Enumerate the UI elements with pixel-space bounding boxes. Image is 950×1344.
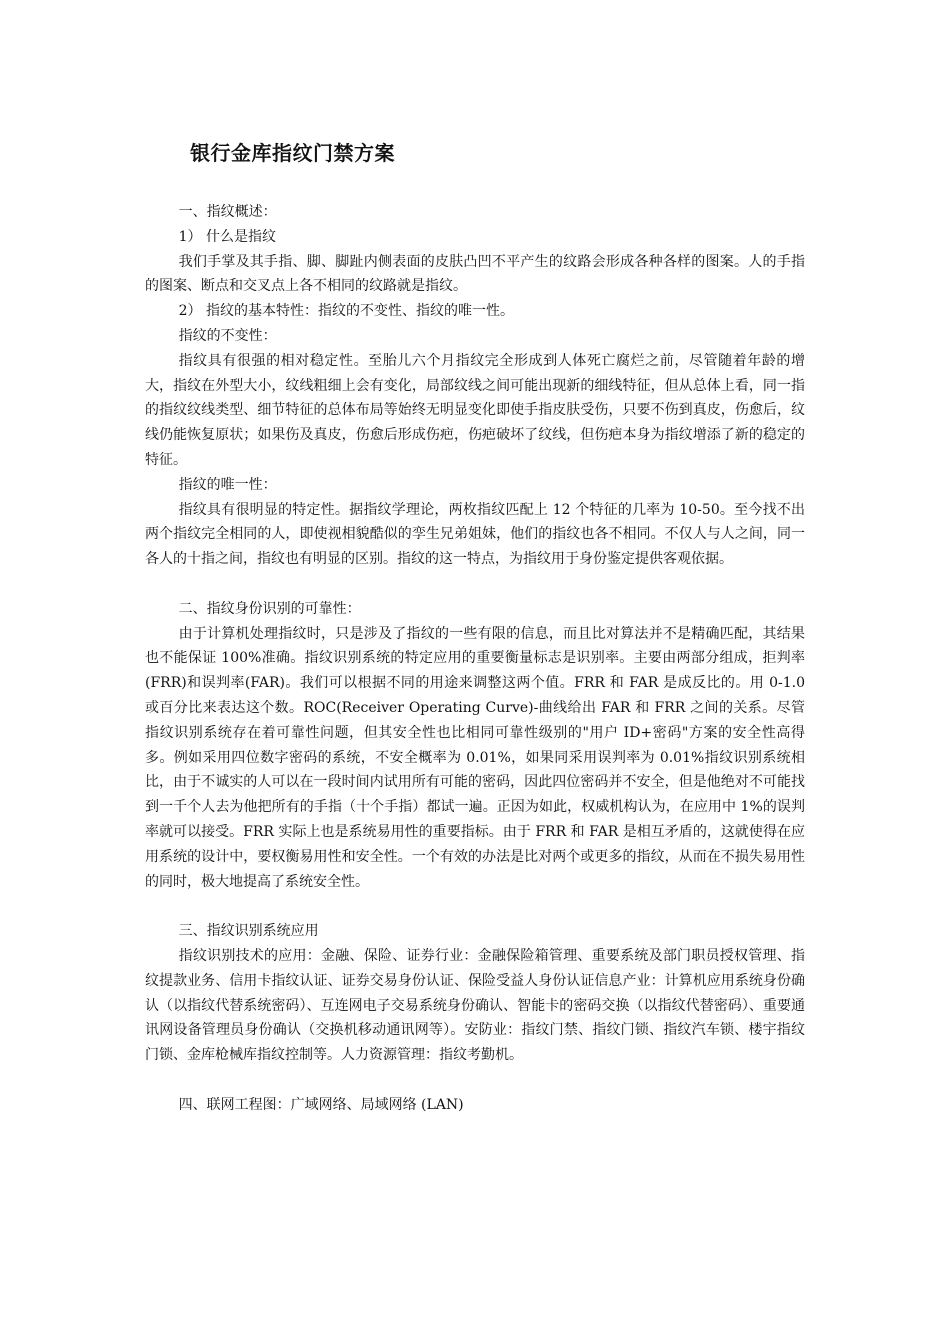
subheading-invariance: 指纹的不变性： [178,327,277,344]
section-heading-reliability: 二、指纹身份识别的可靠性： [178,600,361,617]
section-heading-overview: 一、指纹概述： [178,204,277,220]
document-body [145,200,805,1117]
section-heading-network: 四、联网工程图：广域网络、局域网络 (LAN) [178,1096,464,1113]
paragraph-applications: 指纹识别技术的应用：金融、保险、证券行业：金融保险箱管理、重要系统及部门职员授权管理、指纹提款业务、信用卡指纹认证、证券交易身份认证、保险受益人身份认证信息产业：计算机应用系统身份确认（以指纹代替系统密码）、互连网电子交易系统身份确认、智能卡的密码交换（以指纹代替密码）、重要通讯网设备管理员身份确认（交换机移动通讯网等）。安防业：指纹门禁、指纹门锁、指纹汽车锁、楼宇指纹门锁、金库枪械库指纹控制等。人力资源管理：指纹考勤机。 [145,947,805,1064]
question-basic-properties: 2） 指纹的基本特性：指纹的不变性、指纹的唯一性。 [178,303,514,320]
subheading-uniqueness: 指纹的唯一性： [178,476,277,493]
paragraph-fingerprint-definition: 我们手掌及其手指、脚、脚趾内侧表面的皮肤凸凹不平产生的纹路会形成各种各样的图案。人的手指的图案、断点和交叉点上各不相同的纹路就是指纹。 [145,253,805,295]
section-heading-applications: 三、指纹识别系统应用 [178,923,319,940]
question-what-is-fingerprint: 1） 什么是指纹 [178,228,276,245]
paragraph-invariance: 指纹具有很强的相对稳定性。至胎儿六个月指纹完全形成到人体死亡腐烂之前，尽管随着年龄的增大，指纹在外型大小，纹线粗细上会有变化，局部纹线之间可能出现新的细线特征，但从总体上看，同一指的指纹纹线类型、细节特征的总体布局等始终无明显变化即使手指皮肤受伤，只要不伤到真皮，伤愈后，纹线仍能恢复原状；如果伤及真皮，伤愈后形成伤疤，伤疤破坏了纹线，但伤疤本身为指纹增添了新的稳定的特征。 [145,352,805,468]
blank-line [145,572,805,597]
blank-line [145,1068,805,1093]
blank-line [145,894,805,919]
paragraph-uniqueness: 指纹具有很明显的特定性。据指纹学理论，两枚指纹匹配上 12 个特征的几率为 10-50。至今找不出两个指纹完全相同的人，即使视相貌酷似的孪生兄弟姐妹，他们的指纹也各不相同。不仅人与人之间，同一各人的十指之间，指纹也有明显的区别。指纹的这一特点，为指纹用于身份鉴定提供客观依据。 [145,501,805,568]
document-title: 银行金库指纹门禁方案 [190,141,395,165]
paragraph-reliability: 由于计算机处理指纹时，只是涉及了指纹的一些有限的信息，而且比对算法并不是精确匹配，其结果也不能保证 100%准确。指纹识别系统的特定应用的重要衡量标志是识别率。主要由两部分组成，拒判率(FRR)和误判率(FAR)。我们可以根据不同的用途来调整这两个值。FRR 和 FAR 是成反比的。用 0-1.0 或百分比来表达这个数。ROC(Receiver Operating Curve)-曲线给出 FAR 和 FRR 之间的关系。尽管指纹识别系统存在着可靠性问题，但其安全性也比相同可靠性级别的"用户 ID+密码"方案的安全性高得多。例如采用四位数字密码的系统，不安全概率为 0.01%，如果同采用误判率为 0.01%指纹识别系统相比，由于不诚实的人可以在一段时间内试用所有可能的密码，因此四位密码并不安全，但是他绝对不可能找到一千个人去为他把所有的手指（十个手指）都试一遍。正因为如此，权威机构认为，在应用中 1%的误判率就可以接受。FRR 实际上也是系统易用性的重要指标。由于 FRR 和 FAR 是相互矛盾的，这就使得在应用系统的设计中，要权衡易用性和安全性。一个有效的办法是比对两个或更多的指纹，从而在不损失易用性的同时，极大地提高了系统安全性。 [145,625,805,890]
